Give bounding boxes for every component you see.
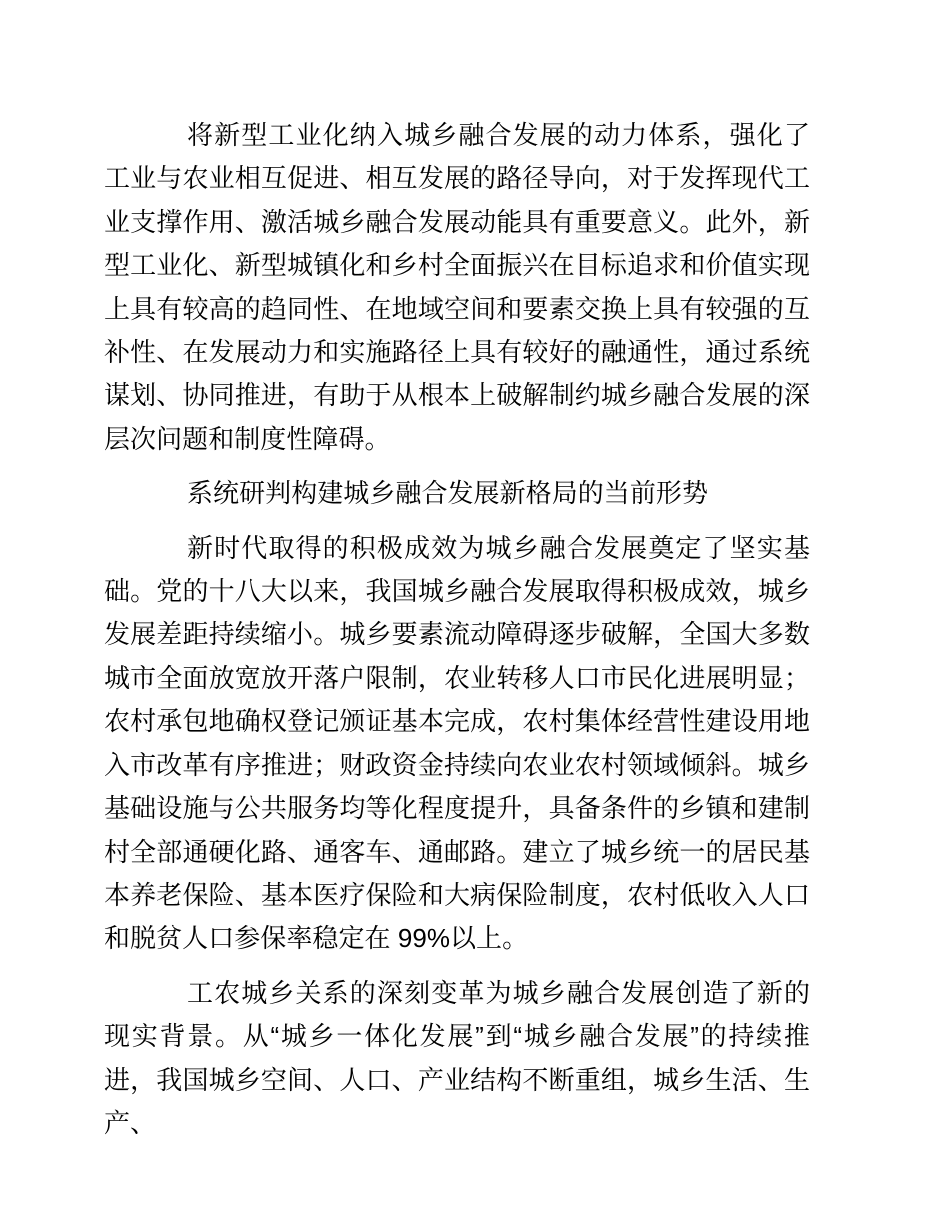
paragraph-industrialization: 将新型工业化纳入城乡融合发展的动力体系，强化了工业与农业相互促进、相互发展的路径导向，对于发挥现代工业支撑作用、激活城乡融合发展动能具有重要意义。此外，新型工业化、新型城镇化和乡村全面振兴在目标追求和价值实现上具有较高的趋同性、在地域空间和要素交换上具有较强的互补性、在发展动力和实施路径上具有较好的融通性，通过系统谋划、协同推进，有助于从根本上破解制约城乡融合发展的深层次问题和制度性障碍。 — [104, 120, 810, 454]
paragraph-urban-rural-relations: 工农城乡关系的深刻变革为城乡融合发展创造了新的现实背景。从“城乡一体化发展”到“城乡融合发展”的持续推进，我国城乡空间、人口、产业结构不断重组，城乡生活、生产、 — [104, 977, 810, 1138]
paragraph-achievements: 新时代取得的积极成效为城乡融合发展奠定了坚实基础。党的十八大以来，我国城乡融合发展取得积极成效，城乡发展差距持续缩小。城乡要素流动障碍逐步破解，全国大多数城市全面放宽放开落户限制，农业转移人口市民化进展明显；农村承包地确权登记颁证基本完成，农村集体经营性建设用地入市改革有序推进；财政资金持续向农业农村领域倾斜。城乡基础设施与公共服务均等化程度提升，具备条件的乡镇和建制村全部通硬化路、通客车、通邮路。建立了城乡统一的居民基本养老保险、基本医疗保险和大病保险制度，农村低收入人口和脱贫人口参保率稳定在 99%以上。 — [104, 532, 810, 954]
section-heading-current-situation: 系统研判构建城乡融合发展新格局的当前形势 — [187, 478, 709, 509]
